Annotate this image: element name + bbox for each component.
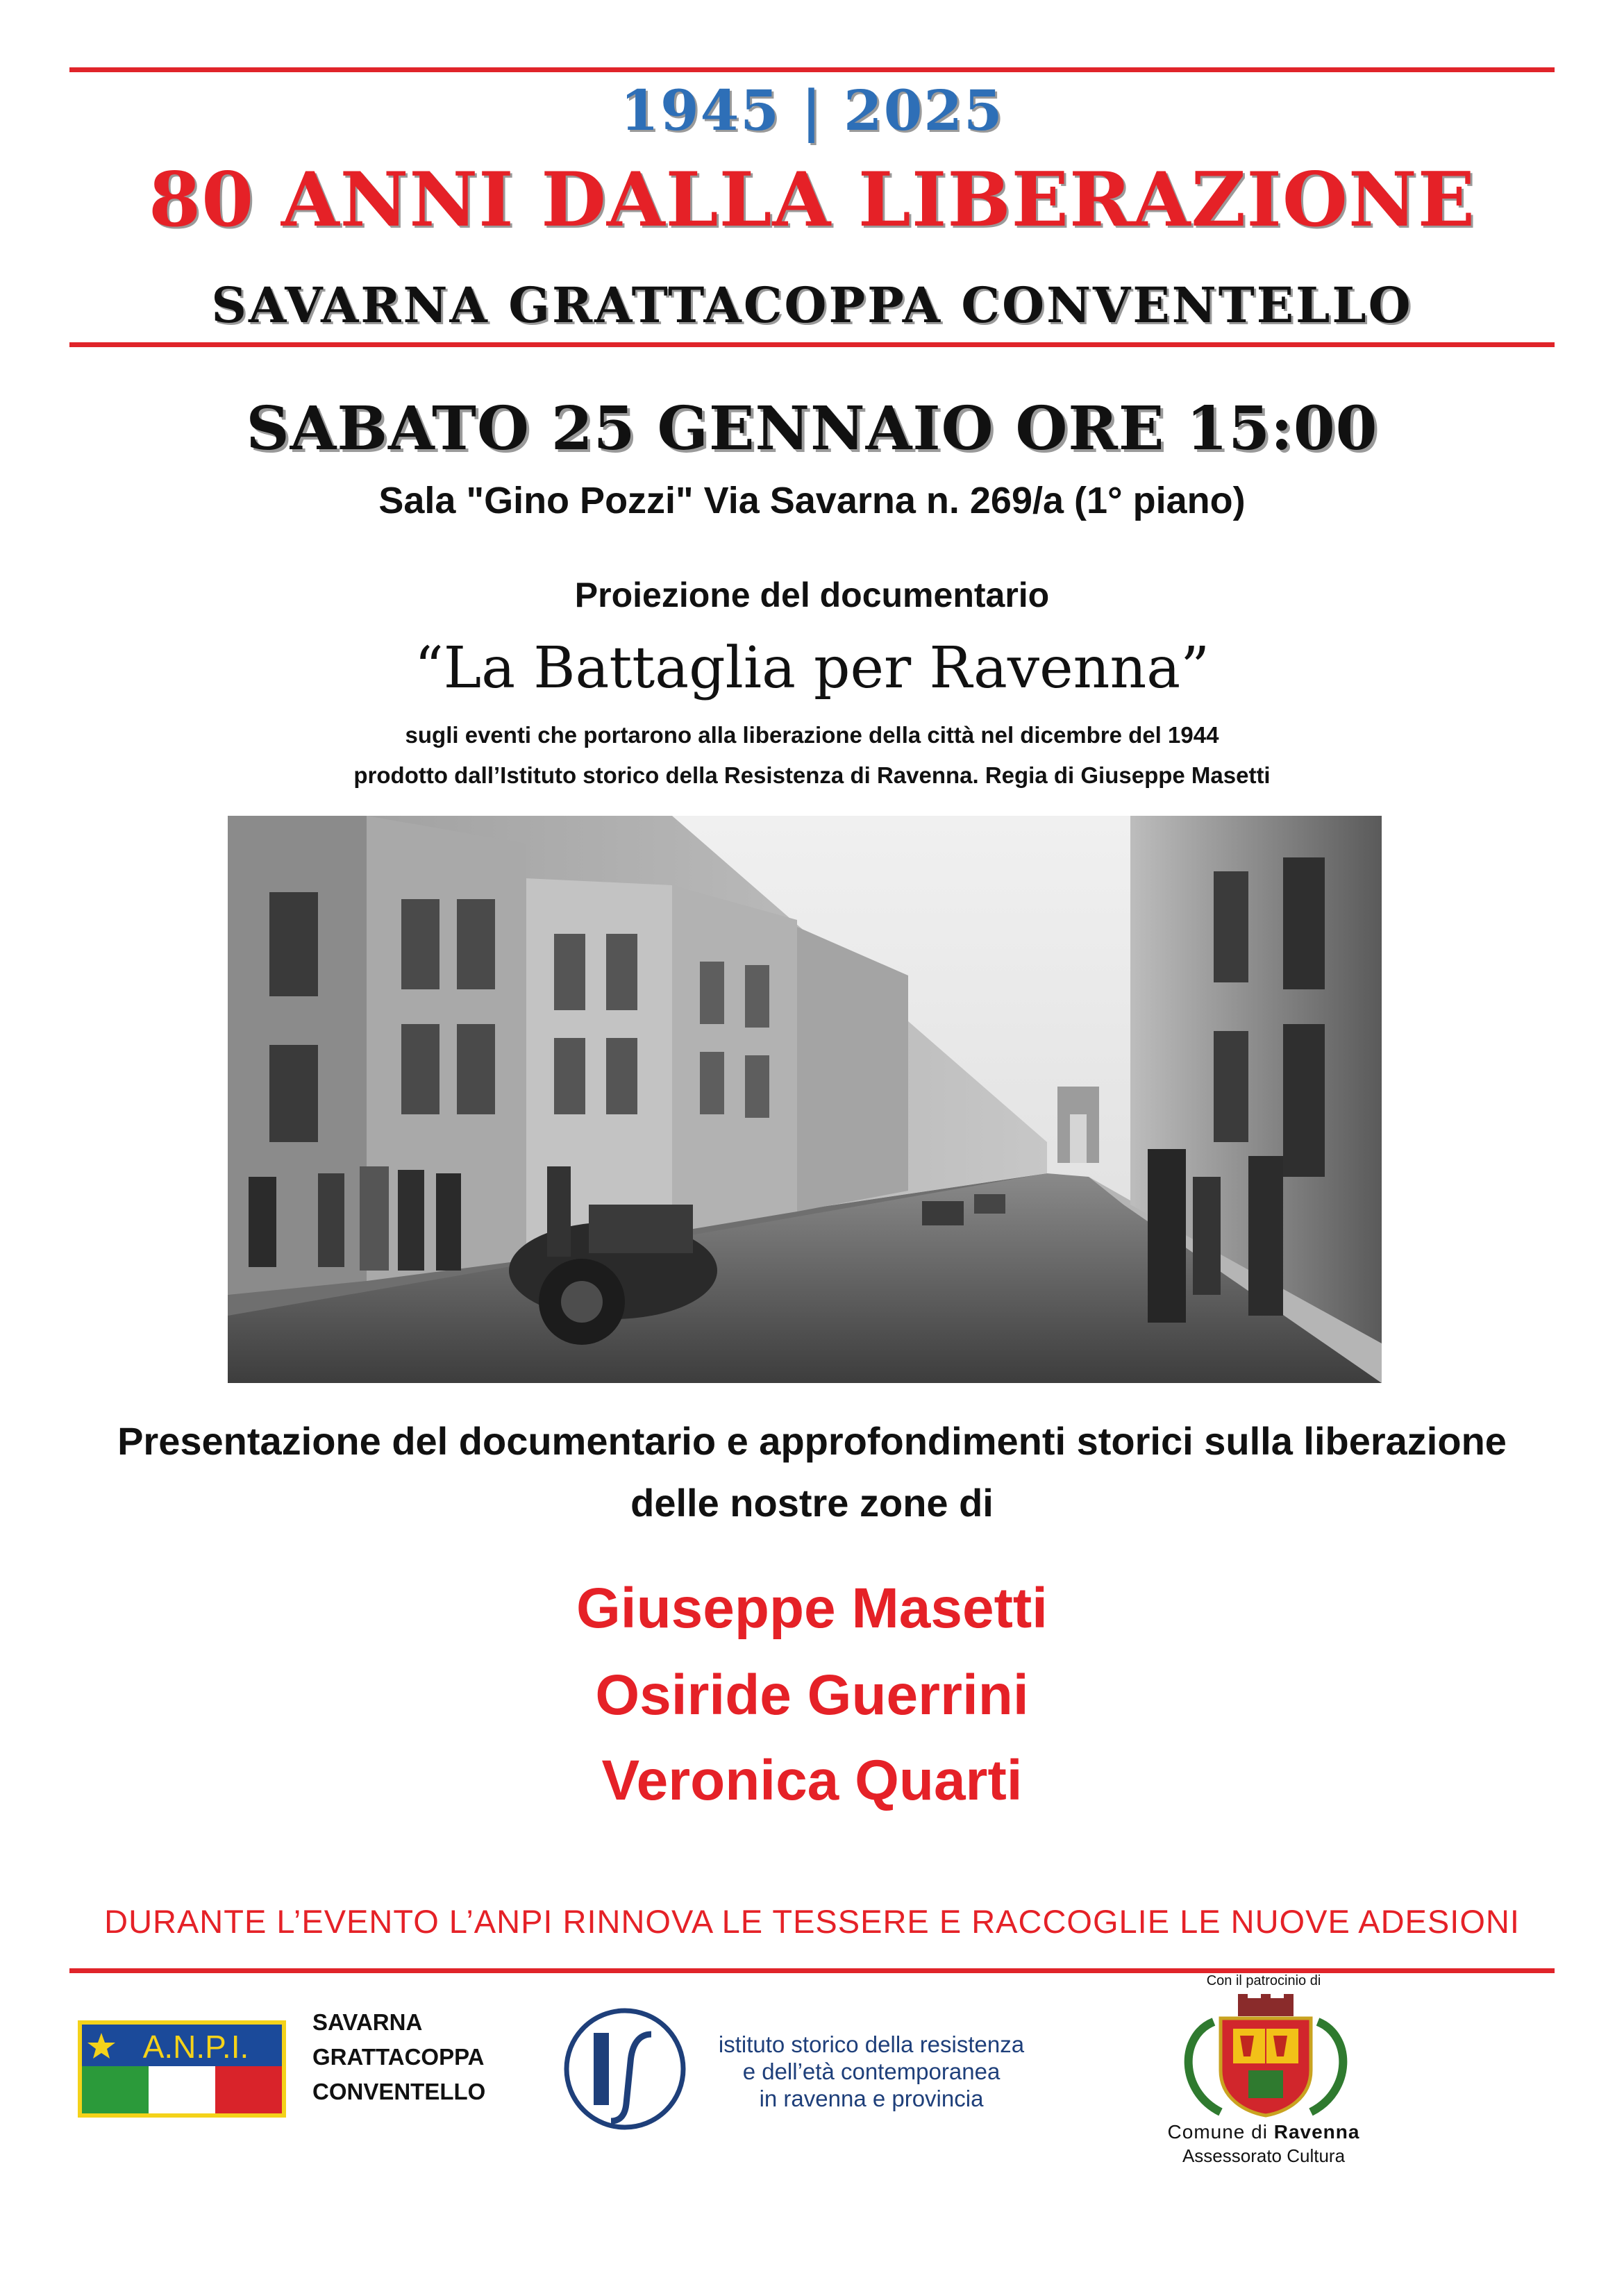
comune-department: Assessorato Cultura	[1182, 2145, 1346, 2166]
anpi-line: SAVARNA	[312, 2009, 423, 2035]
istituto-name	[698, 2031, 1045, 2112]
istituto-line: e dell’età contemporanea	[742, 2059, 1001, 2084]
page-title: 80 ANNI DALLA LIBERAZIONE	[148, 156, 1476, 244]
anpi-logo	[78, 2020, 286, 2118]
year-separator: |	[801, 78, 823, 143]
presentation-line2: delle nostre zone di	[630, 1481, 994, 1525]
istituto-line: istituto storico della resistenza	[718, 2031, 1025, 2057]
patronage-label: Con il patrocinio di	[1206, 1973, 1321, 1988]
comune-name	[1125, 2121, 1403, 2143]
years-heading	[0, 78, 1624, 143]
documentary-title: “La Battaglia per Ravenna”	[414, 635, 1210, 701]
speaker-name: Giuseppe Masetti	[576, 1577, 1048, 1640]
year-end: 2025	[844, 78, 1004, 143]
speaker-name: Veronica Quarti	[601, 1749, 1023, 1812]
istituto-line: in ravenna e provincia	[759, 2086, 984, 2111]
istituto-logo	[562, 2006, 687, 2131]
historical-street-photo	[228, 816, 1382, 1383]
event-venue: Sala "Gino Pozzi" Via Savarna n. 269/a (1° piano)	[378, 480, 1246, 521]
anpi-logo-text: A.N.P.I.	[142, 2029, 249, 2065]
header-rule	[69, 342, 1555, 347]
comune-city: Ravenna	[1273, 2121, 1360, 2143]
documentary-description-line1: sugli eventi che portarono alla liberazione della città nel dicembre del 1944	[405, 722, 1219, 748]
localities-heading: SAVARNA GRATTACOPPA CONVENTELLO	[211, 276, 1413, 334]
speaker-name: Osiride Guerrini	[595, 1664, 1029, 1727]
comune-prefix: Comune di	[1167, 2121, 1268, 2143]
event-date-time: SABATO 25 GENNAIO ORE 15:00	[246, 394, 1378, 464]
footer-rule	[69, 1968, 1555, 1973]
documentary-description-line2: prodotto dall’Istituto storico della Resistenza di Ravenna. Regia di Giuseppe Masetti	[353, 762, 1271, 788]
top-rule	[69, 67, 1555, 72]
presentation-line1: Presentazione del documentario e approfondimenti storici sulla liberazione	[117, 1419, 1507, 1463]
anpi-line: GRATTACOPPA	[312, 2044, 485, 2070]
anpi-line: CONVENTELLO	[312, 2079, 486, 2104]
anpi-section-text	[312, 2005, 485, 2109]
ravenna-crest	[1165, 1994, 1366, 2119]
documentary-intro: Proiezione del documentario	[574, 576, 1050, 614]
membership-notice: DURANTE L’EVENTO L’ANPI RINNOVA LE TESSERE E RACCOGLIE LE NUOVE ADESIONI	[104, 1903, 1520, 1940]
year-start: 1945	[620, 78, 780, 143]
